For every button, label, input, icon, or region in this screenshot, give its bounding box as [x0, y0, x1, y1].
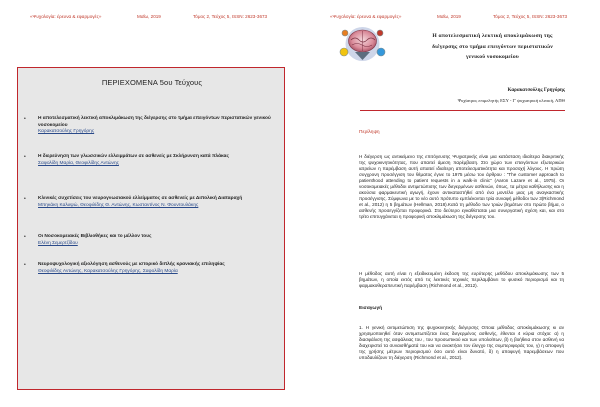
article-author-role: Ψυχίατρος επιμελητής ΕΣΥ - Γ' ψυχιατρική κλινική, ΑΠΘ — [457, 98, 565, 103]
bullet-icon: • — [24, 154, 26, 160]
toc-entry[interactable] — [24, 234, 282, 247]
header-volume: Τόμος 2, Τεύχος 5, ISSN: 2623-3673 — [493, 14, 568, 19]
intro-paragraph: 1. Η γενική αντιμετώπιση της ψυχοκινητικής διέγερσης Οποια μέθοδος αποκλιμάκωσης κι αν χρησιμοποιηθεί όταν αντιμετωπίζεται ένας διεγερμένος ασθενής, έθενται 4 κύρια στόχοι: α) η διασφάλιση της ασφάλειας του , του προσωπικού και των υπολοίπων, β) η βοήθεια στον ασθενή να διαχειριστεί τα συναισθήματά του και να ανακτήσει τον έλεγχο της συμπεριφοράς του, γ) η αποφυγή της χρήσης μέτρων περιορισμού όσο αυτό είναι δυνατό, δ) η αποφυγή παρεμβάσεων που υποδαυλίζουν τη διέγερση (Richmond et al., 2012). — [359, 325, 564, 360]
bullet-icon: • — [24, 234, 26, 240]
right-page — [300, 0, 600, 407]
brain-logo-icon — [335, 22, 390, 64]
article-author: Καρακατσούλης Γρηγόρης — [507, 88, 565, 93]
toc-entry-authors[interactable]: Θεοφιλίδης Αντώνης, Καρακατσούλης Γρηγόρης, Σαφολίδη Μαρία — [38, 268, 178, 274]
toc-entry-title: Η διερεύνηση των γλωσσικών ελλειμμάτων σε ασθενείς με Σκλήρυνση κατά πλάκας — [38, 154, 229, 159]
article-title-line: Η αποτελεσματική λεκτική αποκλιμάκωση της — [432, 33, 553, 39]
article-title — [395, 31, 590, 63]
toc-entry-authors[interactable]: Μπηκάκη Καλυψώ, Θεοφιλίδης Θ. Αντώνης, Κωσταντίνος Ν. Φουντουλάκης — [38, 202, 199, 208]
toc-entry[interactable] — [24, 116, 282, 136]
intro-heading: Εισαγωγή — [359, 306, 383, 311]
abstract-heading: Περίληψη — [359, 130, 380, 135]
bullet-icon: • — [24, 262, 26, 268]
toc-entry[interactable] — [24, 262, 282, 275]
toc-entry-title: Κλινικές συχετίσεις του νευρογνωσιακού ελλείμματος σε ασθενείς με Διπολική Διαταραχή — [38, 196, 243, 201]
bullet-icon: • — [24, 116, 26, 122]
toc-entry-authors[interactable]: Καρακατσούλης Γρηγόρης — [38, 129, 95, 135]
abstract-paragraph: Η μέθοδος αυτή είναι η εξειδικευμένη έκδοση της ευρύτερης μεθόδου αποκλιμάκωσης των 5 βημάτων, η οποία εκτός από τις λεκτικές τεχνικές περιλαμβάνει το φυσικό περιορισμό και τη φαρμακοθεραπευτική παρέμβαση (Richmond et al., 2012). — [359, 271, 564, 288]
toc-entry-title: Νευροψυχολογική αξιολόγηση ασθενούς με ιστορικό διπλής κρανιακής επιληψίας — [38, 262, 225, 267]
abstract-paragraph: Η διέγερση ως αντικείμενο της επιτόγευσης Ψυχιατρικής είναι μια κατάσταση ιδιαίτερα διακριτικής της ψυχοκινητικότητας, που απαιτεί άμεση παρέμβαση. Στο χώρο των επειγόντων εξωτερικών ιατρείων η παρέμβαση αυτή απαιτεί ιδιαίτερη αποτελεσματικότητα και προσοχή λόγους. Η πρώτη συγχρονη προσέγγιση του θέματος έγινε το 1975 μέσω του άρθρου : “The customer approach to patienthood attending to patient requests in a walk-in clinic” (Aaron Lazare et al., 1975). Οι νοσοκομειακές μέθοδοι αντιμετώπισης των διεγερμένων ασθενών, όπως, τα μέτρα καθήλωσης και η ακούσια φαρμακευτική αγωγή, έχουν αντικαταστήθεί από ένα μοντέλο μιας μη αναγκαστικής προσέγγισης. Σύμφωνα με το νέο αυτό πρότυπο εμπλέκονται τρία συναφή μέθοδοι των 3(Richmond et al., 2012) η 5 βημάτων (Hellman, 2018).Κατά τη μέθοδο των τριών βημάτων στο πρώτο βήμα, ο ασθενής προσεγγίζεται προφορικά. Στο δεύτερο εγκαθίσταται μια συνεργατική σχέση και, και στο τρίτο επιτυγχάνεται η προφορική αποκλιμάκωση της διέγερσης του. — [359, 154, 564, 219]
toc-title: ΠΕΡΙΕΧΟΜΕΝΑ 5ου Τεύχους — [101, 78, 203, 87]
bullet-icon: • — [24, 196, 26, 202]
toc-entry-title: Οι Νοσοκομειακές Βιβλιοθήκες και το μέλλον τους — [38, 234, 152, 239]
toc-entry-authors[interactable]: Ελένη Σεμερτζίδου — [38, 240, 78, 246]
header-journal: «Ψυχολογία: έρευνα & εφαρμογές» — [330, 14, 402, 19]
header-volume: Τόμος 2, Τεύχος 5, ISSN: 2623-3673 — [193, 14, 268, 19]
toc-entry-title: Η αποτελεσματική λεκτική αποκλιμάκωση της διέγερσης στο τμήμα επειγόντων περιστατικών γενικού νοσοκομείου — [38, 116, 271, 128]
toc-entry-authors[interactable]: Σαφολίδη Μαρία, Θεοφιλίδης Αντώνης — [38, 160, 119, 166]
header-month: Μαΐω, 2019 — [137, 14, 161, 19]
toc-entry[interactable] — [24, 154, 282, 167]
table-of-contents — [17, 67, 285, 390]
toc-entry[interactable] — [24, 196, 282, 209]
article-title-line: γενικού νοσοκομείου — [466, 54, 519, 61]
divider — [360, 110, 565, 111]
header-journal: «Ψυχολογία: έρευνα & εφαρμογές» — [30, 14, 102, 19]
article-title-line: διέγερσης στο τμήμα επειγόντων περιστατικών — [432, 43, 553, 50]
header-month: Μαΐω, 2019 — [437, 14, 461, 19]
